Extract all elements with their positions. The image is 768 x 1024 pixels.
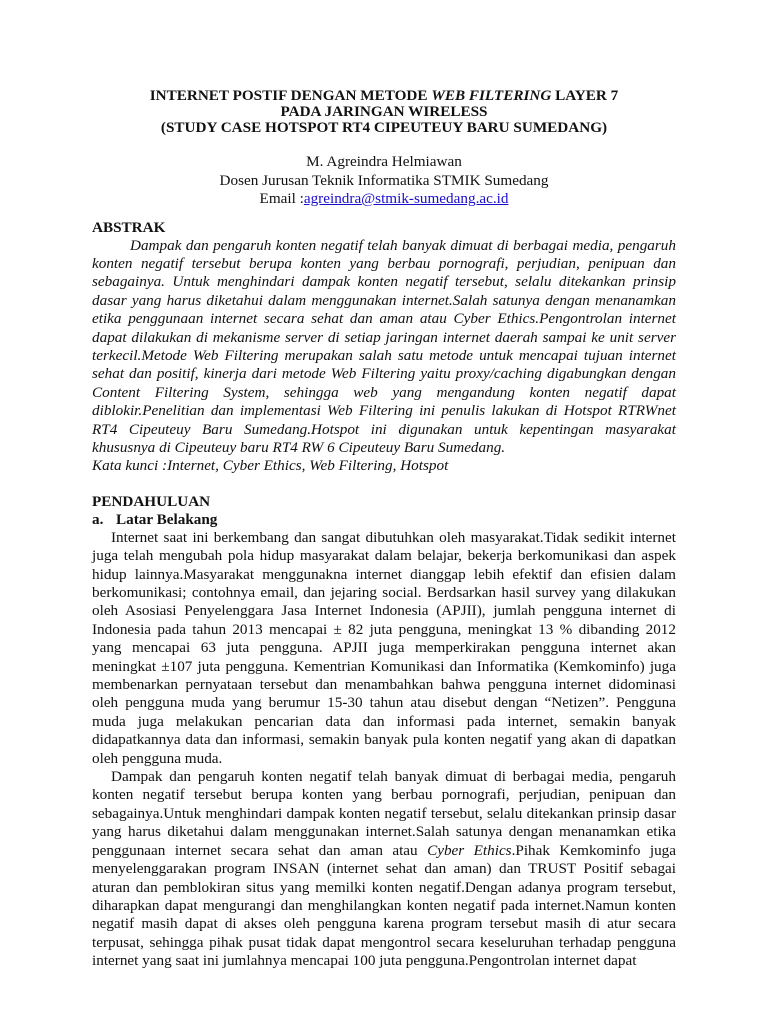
introduction-heading: PENDAHULUAN	[92, 492, 211, 510]
paragraph-2-part-b: .Pihak Kemkominfo juga menyelenggarakan program INSAN (internet sehat dan aman) dan TRUST Positif sebagai aturan dan pemblokiran situs yang memilki konten negatif.Dengan adanya program tersebut, diharapkan dapat mengurangi dan menghilangkan konten negatif pada internet.Namun konten negatif masih dapat di akses oleh pengguna karena program tersebut masih di atur secara terpusat, sehingga pihak pusat tidak dapat mengontrol secara keseluruhan terhadap pengguna internet yang saat ini jumlahnya mencapai 100 juta pengguna.Pengontrolan internet dapat	[92, 841, 676, 970]
paragraph-2-italic-term: Cyber Ethics	[427, 841, 512, 859]
keywords: Kata kunci :Internet, Cyber Ethics, Web Filtering, Hotspot	[92, 457, 449, 475]
body-paragraph-2	[92, 768, 676, 970]
author-affiliation: Dosen Jurusan Teknik Informatika STMIK Sumedang	[219, 171, 549, 189]
title-line-1-italic: WEB FILTERING	[431, 87, 552, 104]
title-line-1-end: LAYER 7	[551, 87, 619, 104]
abstract-heading: ABSTRAK	[92, 218, 166, 236]
subsection-heading	[92, 511, 676, 529]
title-line-2: PADA JARINGAN WIRELESS	[280, 103, 488, 120]
subsection-letter: a.	[92, 510, 104, 528]
paper-title	[92, 88, 676, 136]
body-paragraph-1: Internet saat ini berkembang dan sangat dibutuhkan oleh masyarakat.Tidak sedikit internet juga telah mengubah pola hidup masyarakat dalam belajar, bekerja berkomunikasi dan aspek hidup lainnya.Masyarakat menggunakna internet dianggap lebih efektif dan efisien dalam berkomunikasi; contohnya email, dan jejaring social. Berdsarkan hasil survey yang dilakukan oleh Asosiasi Penyelenggara Jasa Internet Indonesia (APJII), jumlah pengguna internet di Indonesia pada tahun 2013 mencapai ± 82 juta pengguna, meningkat 13 % dibanding 2012 yang mencapai 63 juta pengguna. APJII juga memperkirakan pengguna internet akan meningkat ±107 juta pengguna. Kementrian Komunikasi dan Informatika (Kemkominfo) juga membenarkan pernyataan tersebut dan menambahkan bahwa pengguna internet didominasi oleh pengguna muda yang berumur 15-30 tahun atau disebut dengan “Netizen”. Pengguna muda juga melakukan pencarian data dan informasi pada internet, semakin banyak didapatkannya data dan informasi, semakin banyak pula konten negatif yang akan di dapatkan oleh pengguna muda.	[92, 528, 676, 767]
paper-page	[92, 88, 676, 971]
title-line-3: (STUDY CASE HOTSPOT RT4 CIPEUTEUY BARU SUMEDANG)	[160, 119, 608, 136]
title-line-1-start: INTERNET POSTIF DENGAN METODE	[149, 87, 432, 104]
email-label: Email :	[259, 190, 304, 207]
author-block	[92, 153, 676, 209]
paragraph-2-part-a: Dampak dan pengaruh konten negatif telah banyak dimuat di berbagai media, pengaruh konten negatif tersebut berupa konten yang berbau pornografi, perjudian, penipuan dan sebagainya.Untuk menghindari dampak konten negatif tersebut, selalu ditekankan prinsip dasar yang harus diketahui dalam menggunakan internet.Salah satunya dengan menanamkan etika penggunaan internet secara sehat dan aman atau	[92, 768, 676, 859]
author-email-line	[92, 190, 676, 209]
title-line-1	[92, 88, 676, 104]
subsection-title: Latar Belakang	[116, 510, 218, 528]
email-link[interactable]: agreindra@stmik-sumedang.ac.id	[303, 190, 509, 207]
author-name: M. Agreindra Helmiawan	[306, 153, 462, 170]
abstract-text: Dampak dan pengaruh konten negatif telah banyak dimuat di berbagai media, pengaruh konten negatif tersebut berupa konten yang berbau pornografi, perjudian, penipuan dan sebagainya. Untuk menghindari dampak konten negatif tersebut, selalu ditekankan prinsip dasar yang harus diketahui dalam menggunakan internet.Salah satunya dengan menanamkan etika penggunaan internet secara sehat dan aman atau Cyber Ethics.Pengontrolan internet dapat dilakukan di mekanisme server di setiap jaringan internet daerah sampai ke unit server terkecil.Metode Web Filtering merupakan salah satu metode untuk mencapai tujuan internet sehat dan positif, kinerja dari metode Web Filtering yaitu proxy/caching digabungkan dengan Content Filtering System, sehingga web yang mengandung konten negatif dapat diblokir.Penelitian dan implementasi Web Filtering ini penulis lakukan di Hotspot RTRWnet RT4 Cipeuteuy Baru Sumedang.Hotspot ini digunakan untuk kepentingan masyarakat khususnya di Cipeuteuy baru RT4 RW 6 Cipeuteuy Baru Sumedang.	[92, 236, 676, 456]
